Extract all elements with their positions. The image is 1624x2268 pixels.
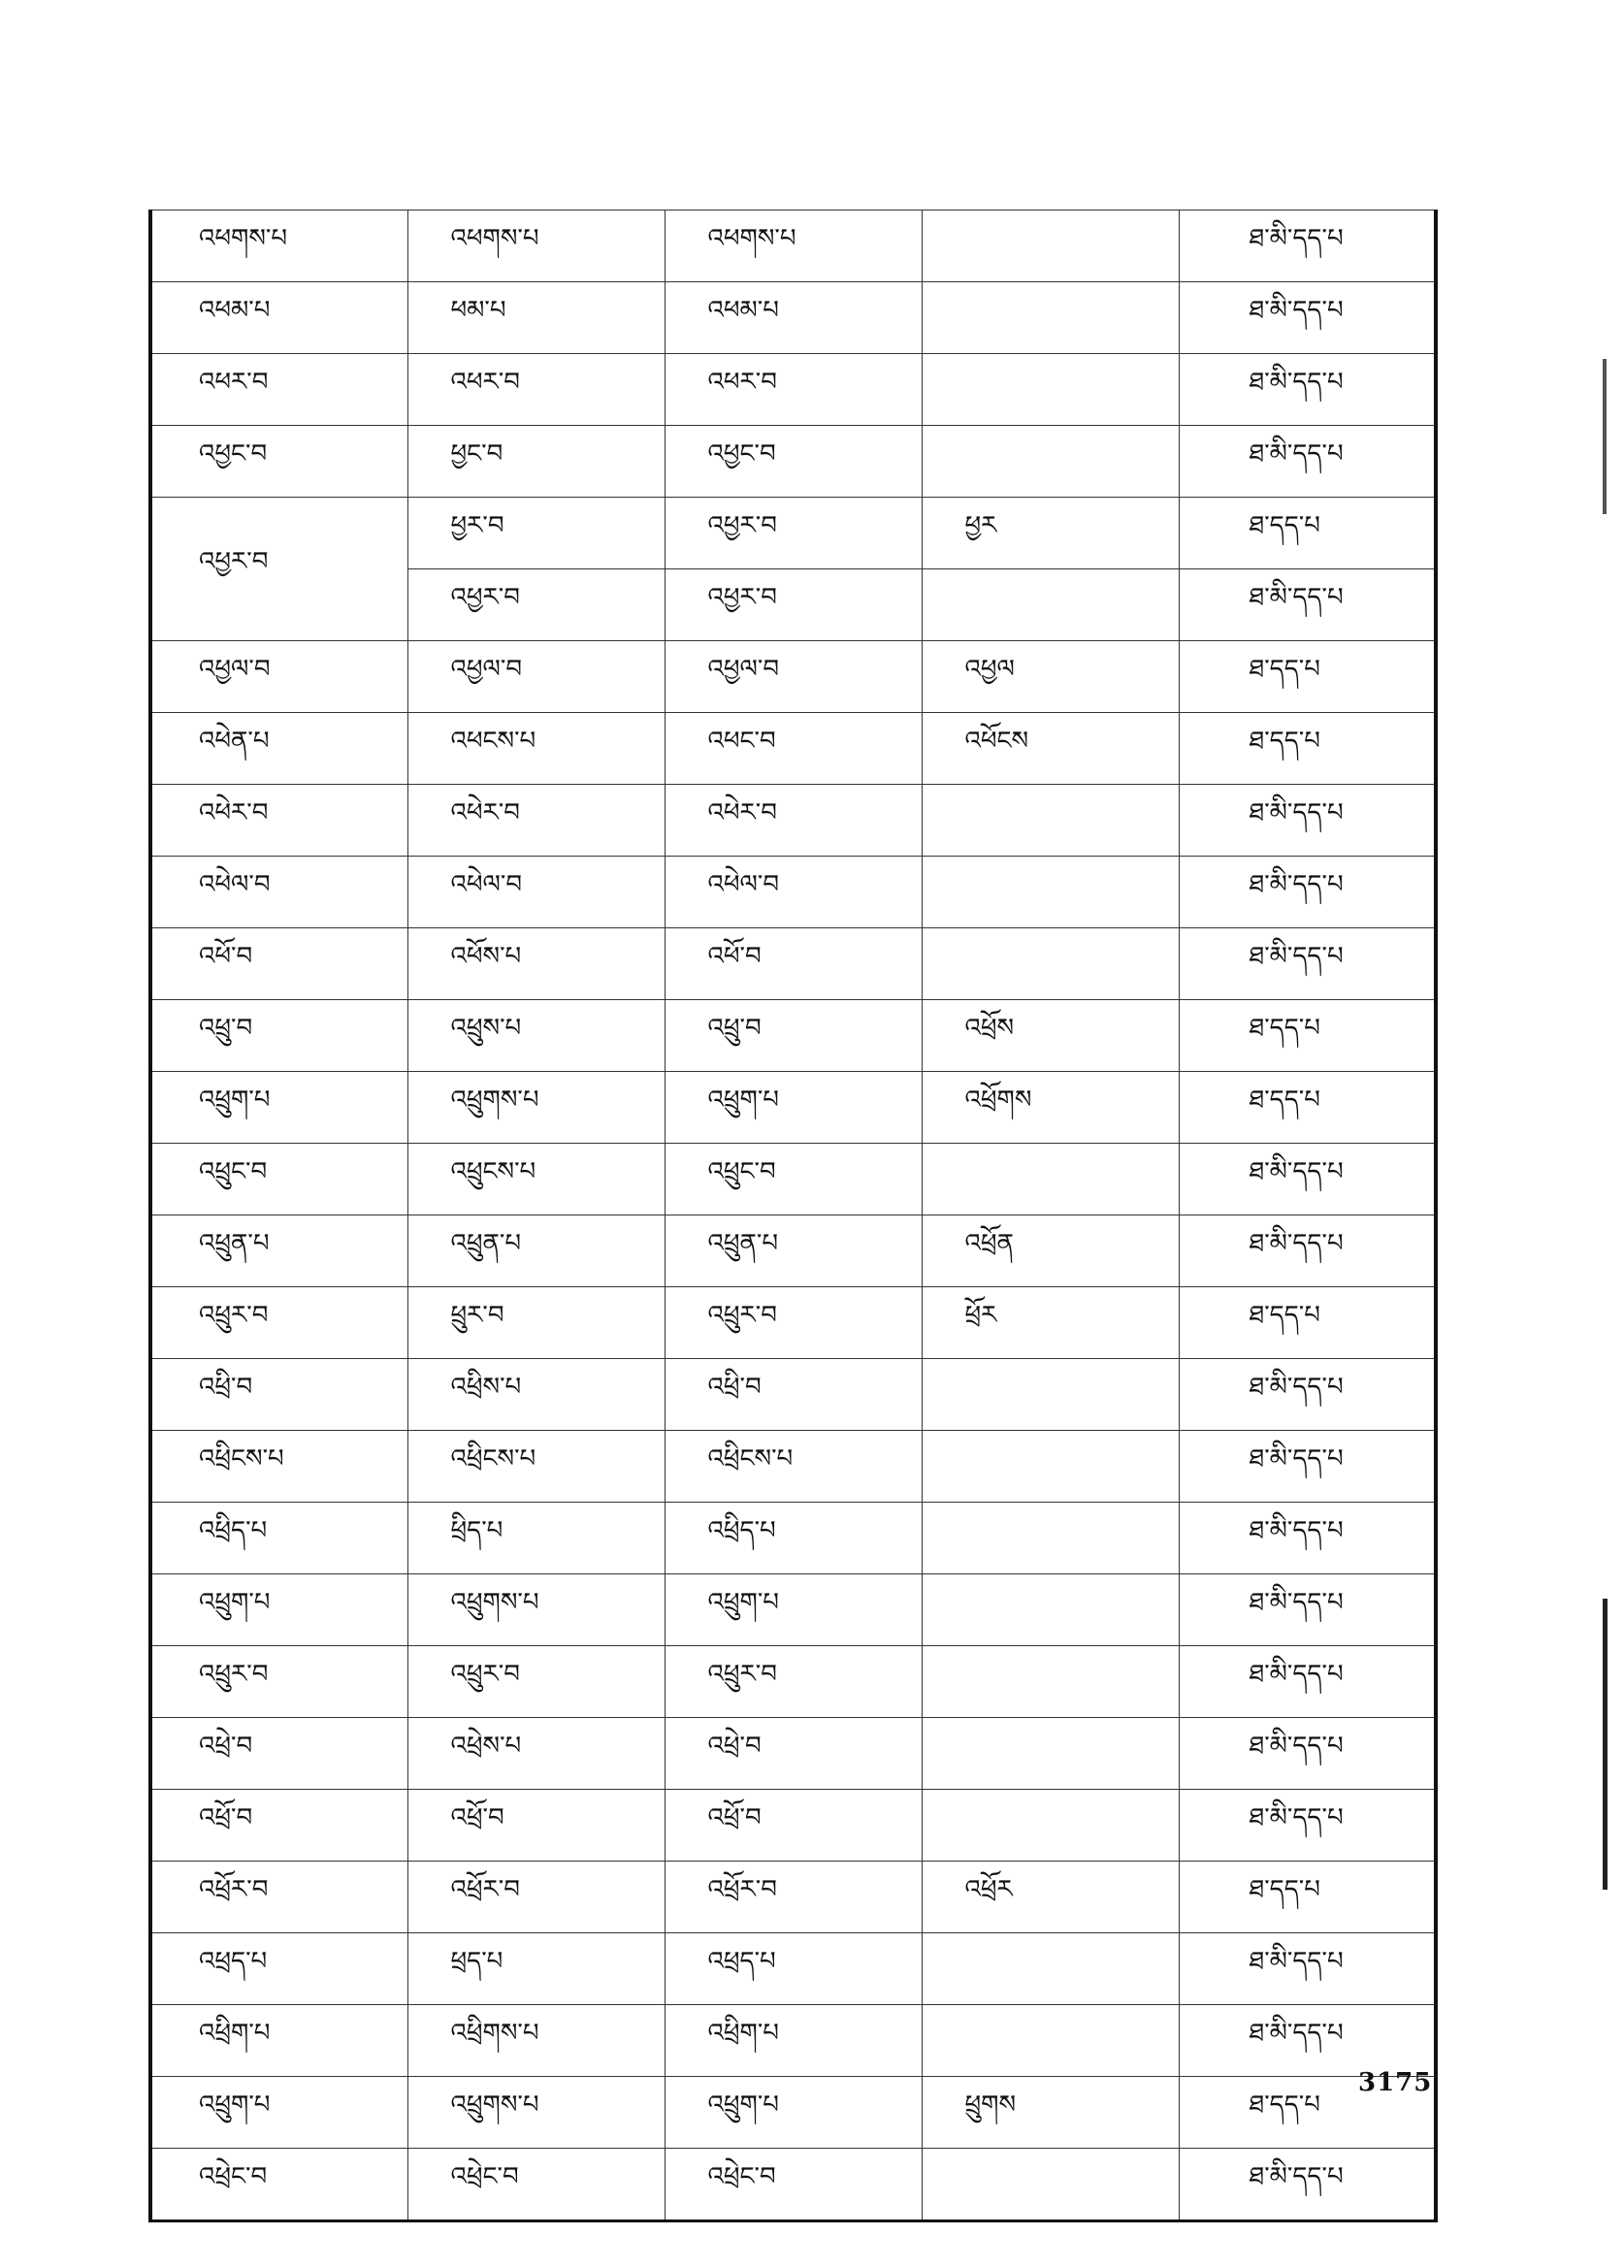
table-cell: ཐ་དད་པ <box>1179 2077 1436 2149</box>
table-row <box>150 211 1436 282</box>
table-cell: འཕེན་པ <box>150 713 407 785</box>
table-cell <box>922 354 1179 426</box>
table-cell: འཕྲིག་པ <box>665 2005 922 2077</box>
table-cell: ཐ་དད་པ <box>1179 641 1436 713</box>
table-cell: ཐ་མི་དད་པ <box>1179 1646 1436 1718</box>
table-cell: འཕྲོ་བ <box>150 1790 407 1862</box>
table-cell: ཐ་མི་དད་པ <box>1179 569 1436 641</box>
table-cell: འཕྲུག་པ <box>150 1072 407 1144</box>
table-cell: ཐ་མི་དད་པ <box>1179 282 1436 354</box>
table-row <box>150 641 1436 713</box>
table-row <box>150 1215 1436 1287</box>
table-cell: འཕྲོགས <box>922 1072 1179 1144</box>
table-cell: འཕྲུས་པ <box>407 1000 665 1072</box>
table-cell <box>922 211 1179 282</box>
table-cell: ཕྱར <box>922 498 1179 569</box>
table-cell: ཕྲུགས <box>922 2077 1179 2149</box>
table-cell <box>922 1359 1179 1431</box>
table-cell: འཕྲོ་བ <box>665 1790 922 1862</box>
table-cell <box>922 2005 1179 2077</box>
table-cell: འཕྲིད་པ <box>150 1503 407 1574</box>
table-cell: ཐ་དད་པ <box>1179 498 1436 569</box>
table-cell <box>922 1574 1179 1646</box>
table-cell: འཕྲུར་བ <box>665 1287 922 1359</box>
table-cell: འཕྲིག་པ <box>150 2005 407 2077</box>
table-row <box>150 1144 1436 1215</box>
table-cell: འཕོངས <box>922 713 1179 785</box>
table-row <box>150 2077 1436 2149</box>
table-row <box>150 1862 1436 1933</box>
table-cell <box>922 928 1179 1000</box>
table-cell: འཕྱལ་བ <box>150 641 407 713</box>
table-cell: འཕྲད་པ <box>665 1933 922 2005</box>
table-cell: འཕམ་པ <box>150 282 407 354</box>
table-cell <box>922 426 1179 498</box>
table-cell: འཕྲིད་པ <box>665 1503 922 1574</box>
table-cell: འཕངས་པ <box>407 713 665 785</box>
table-row <box>150 282 1436 354</box>
table-cell <box>922 1718 1179 1790</box>
table-cell: འཕྲེང་བ <box>150 2149 407 2221</box>
table-cell: འཕྲིངས་པ <box>407 1431 665 1503</box>
table-cell: ཐ་དད་པ <box>1179 1862 1436 1933</box>
table-cell <box>922 1503 1179 1574</box>
table-cell: འཕྲོར་བ <box>150 1862 407 1933</box>
table-cell: འཕྲུང་བ <box>150 1144 407 1215</box>
table-row <box>150 857 1436 928</box>
table-cell: འཕྲུར་བ <box>150 1646 407 1718</box>
table-cell-merged: འཕྱར་བ <box>150 498 407 641</box>
scan-margin-mark <box>1603 359 1607 514</box>
table-cell: འཕྲོར་བ <box>665 1862 922 1933</box>
table-cell: འཕེལ་བ <box>407 857 665 928</box>
table-row <box>150 1574 1436 1646</box>
table-cell: འཕེར་བ <box>407 785 665 857</box>
table-cell: འཕྲུག་པ <box>665 1574 922 1646</box>
table-row <box>150 1359 1436 1431</box>
table-cell: ཕྲུར་བ <box>407 1287 665 1359</box>
table-cell: ཕྲད་པ <box>407 1933 665 2005</box>
table-cell: ཕྱང་བ <box>407 426 665 498</box>
table-cell: འཕེར་བ <box>665 785 922 857</box>
table-row <box>150 1503 1436 1574</box>
table-cell: ཕམ་པ <box>407 282 665 354</box>
table-row <box>150 354 1436 426</box>
table-cell: ཕྲིད་པ <box>407 1503 665 1574</box>
table-cell <box>922 857 1179 928</box>
table-cell: ཐ་མི་དད་པ <box>1179 857 1436 928</box>
table-cell: ཐ་མི་དད་པ <box>1179 1503 1436 1574</box>
table-cell: ཐ་མི་དད་པ <box>1179 1431 1436 1503</box>
table-cell: འཕོ་བ <box>150 928 407 1000</box>
table-cell: ཐ་མི་དད་པ <box>1179 211 1436 282</box>
table-cell: ཐ་དད་པ <box>1179 1287 1436 1359</box>
table-cell: ཐ་དད་པ <box>1179 1000 1436 1072</box>
table-cell: འཕོས་པ <box>407 928 665 1000</box>
table-cell: འཕྲུ་བ <box>665 1000 922 1072</box>
table-row <box>150 785 1436 857</box>
table-cell: འཕྲོ་བ <box>407 1790 665 1862</box>
table-cell: འཕྲིངས་པ <box>665 1431 922 1503</box>
table-cell: འཕྲོས <box>922 1000 1179 1072</box>
table-cell <box>922 1144 1179 1215</box>
table-cell: འཕར་བ <box>665 354 922 426</box>
table-cell: ཐ་མི་དད་པ <box>1179 1574 1436 1646</box>
table-row <box>150 1718 1436 1790</box>
table-cell: འཕྲུང་བ <box>665 1144 922 1215</box>
table-cell <box>922 1790 1179 1862</box>
table-cell <box>922 569 1179 641</box>
table-cell: ཐ་དད་པ <box>1179 713 1436 785</box>
table-cell: འཕྲུག་པ <box>665 2077 922 2149</box>
table-cell: འཕྲེང་བ <box>407 2149 665 2221</box>
table-cell: འཕྲུར་བ <box>665 1646 922 1718</box>
table-cell: འཕྲུན་པ <box>407 1215 665 1287</box>
table-cell: འཕྲུན་པ <box>665 1215 922 1287</box>
table-cell: འཕར་བ <box>150 354 407 426</box>
table-cell: འཕྲེང་བ <box>665 2149 922 2221</box>
table-row <box>150 1287 1436 1359</box>
table-cell: འཕྲུན་པ <box>150 1215 407 1287</box>
table-cell: འཕགས་པ <box>665 211 922 282</box>
table-cell: འཕྲུར་བ <box>150 1287 407 1359</box>
table-row <box>150 1933 1436 2005</box>
table-cell: འཕྱང་བ <box>150 426 407 498</box>
table-cell: འཕྲི་བ <box>150 1359 407 1431</box>
table-cell: འཕྲུགས་པ <box>407 1072 665 1144</box>
table-row <box>150 1790 1436 1862</box>
table-cell: ཐ་མི་དད་པ <box>1179 1359 1436 1431</box>
table-row <box>150 498 1436 569</box>
table-cell: འཕྲོན <box>922 1215 1179 1287</box>
table-cell <box>922 282 1179 354</box>
table-cell: ཐ་མི་དད་པ <box>1179 426 1436 498</box>
table-cell: འཕྲེ་བ <box>150 1718 407 1790</box>
table-cell: འཕྱལ <box>922 641 1179 713</box>
table-cell: འཕགས་པ <box>150 211 407 282</box>
table-row <box>150 2005 1436 2077</box>
table-cell: ཐ་མི་དད་པ <box>1179 1790 1436 1862</box>
table-cell: ཐ་མི་དད་པ <box>1179 1215 1436 1287</box>
page-number: 3175 <box>1358 2068 1433 2097</box>
table-cell: འཕང་བ <box>665 713 922 785</box>
table-cell: འཕྲུ་བ <box>150 1000 407 1072</box>
table-cell: འཕྲིགས་པ <box>407 2005 665 2077</box>
table-cell: འཕར་བ <box>407 354 665 426</box>
table-cell: འཕྲུག་པ <box>665 1072 922 1144</box>
table-cell: འཕྱར་བ <box>665 569 922 641</box>
table-row <box>150 1072 1436 1144</box>
table-cell: འཕེར་བ <box>150 785 407 857</box>
table-cell: འཕྲོར <box>922 1862 1179 1933</box>
table-cell: འཕེལ་བ <box>665 857 922 928</box>
table-cell: འཕྱལ་བ <box>665 641 922 713</box>
table-cell: འཕྲིས་པ <box>407 1359 665 1431</box>
table-cell <box>922 2149 1179 2221</box>
table-cell: ཐ་མི་དད་པ <box>1179 2149 1436 2221</box>
table-cell: ཐ་མི་དད་པ <box>1179 1144 1436 1215</box>
table-row <box>150 2149 1436 2221</box>
table-cell <box>922 1431 1179 1503</box>
table-cell: ཐ་མི་དད་པ <box>1179 2005 1436 2077</box>
table-row <box>150 713 1436 785</box>
table-cell: འཕྲུར་བ <box>407 1646 665 1718</box>
table-row <box>150 1646 1436 1718</box>
table-cell: ཐ་མི་དད་པ <box>1179 1718 1436 1790</box>
table-cell: ཕྱར་བ <box>407 498 665 569</box>
table-cell: འཕྲུགས་པ <box>407 1574 665 1646</box>
table-cell: འཕྲུངས་པ <box>407 1144 665 1215</box>
table-row <box>150 1431 1436 1503</box>
table-cell: འཕྲེས་པ <box>407 1718 665 1790</box>
table-cell: ཕྲོར <box>922 1287 1179 1359</box>
table-cell: འཕོ་བ <box>665 928 922 1000</box>
table-cell: འཕྲི་བ <box>665 1359 922 1431</box>
verb-conjugation-table <box>148 210 1438 2222</box>
table-cell: ཐ་མི་དད་པ <box>1179 1933 1436 2005</box>
table-cell: འཕྲད་པ <box>150 1933 407 2005</box>
table-cell <box>922 785 1179 857</box>
table-cell: འཕྱར་བ <box>665 498 922 569</box>
scan-margin-mark <box>1603 1599 1608 1890</box>
table-cell: འཕྱར་བ <box>407 569 665 641</box>
table-cell: འཕྲུག་པ <box>150 1574 407 1646</box>
table-cell: འཕྲེ་བ <box>665 1718 922 1790</box>
table-cell: འཕྲོར་བ <box>407 1862 665 1933</box>
table-cell <box>922 1646 1179 1718</box>
table-row <box>150 1000 1436 1072</box>
table-cell: ཐ་མི་དད་པ <box>1179 785 1436 857</box>
table-row <box>150 928 1436 1000</box>
table-cell: ཐ་མི་དད་པ <box>1179 354 1436 426</box>
table-cell: འཕེལ་བ <box>150 857 407 928</box>
table-cell: འཕྲུགས་པ <box>407 2077 665 2149</box>
table-cell: འཕྱལ་བ <box>407 641 665 713</box>
table-cell: ཐ་མི་དད་པ <box>1179 928 1436 1000</box>
table-cell: འཕྲུག་པ <box>150 2077 407 2149</box>
table-cell: ཐ་དད་པ <box>1179 1072 1436 1144</box>
table-cell: འཕྱང་བ <box>665 426 922 498</box>
table-cell <box>922 1933 1179 2005</box>
table-cell: འཕྲིངས་པ <box>150 1431 407 1503</box>
table-cell: འཕམ་པ <box>665 282 922 354</box>
table-row <box>150 426 1436 498</box>
table-cell: འཕགས་པ <box>407 211 665 282</box>
